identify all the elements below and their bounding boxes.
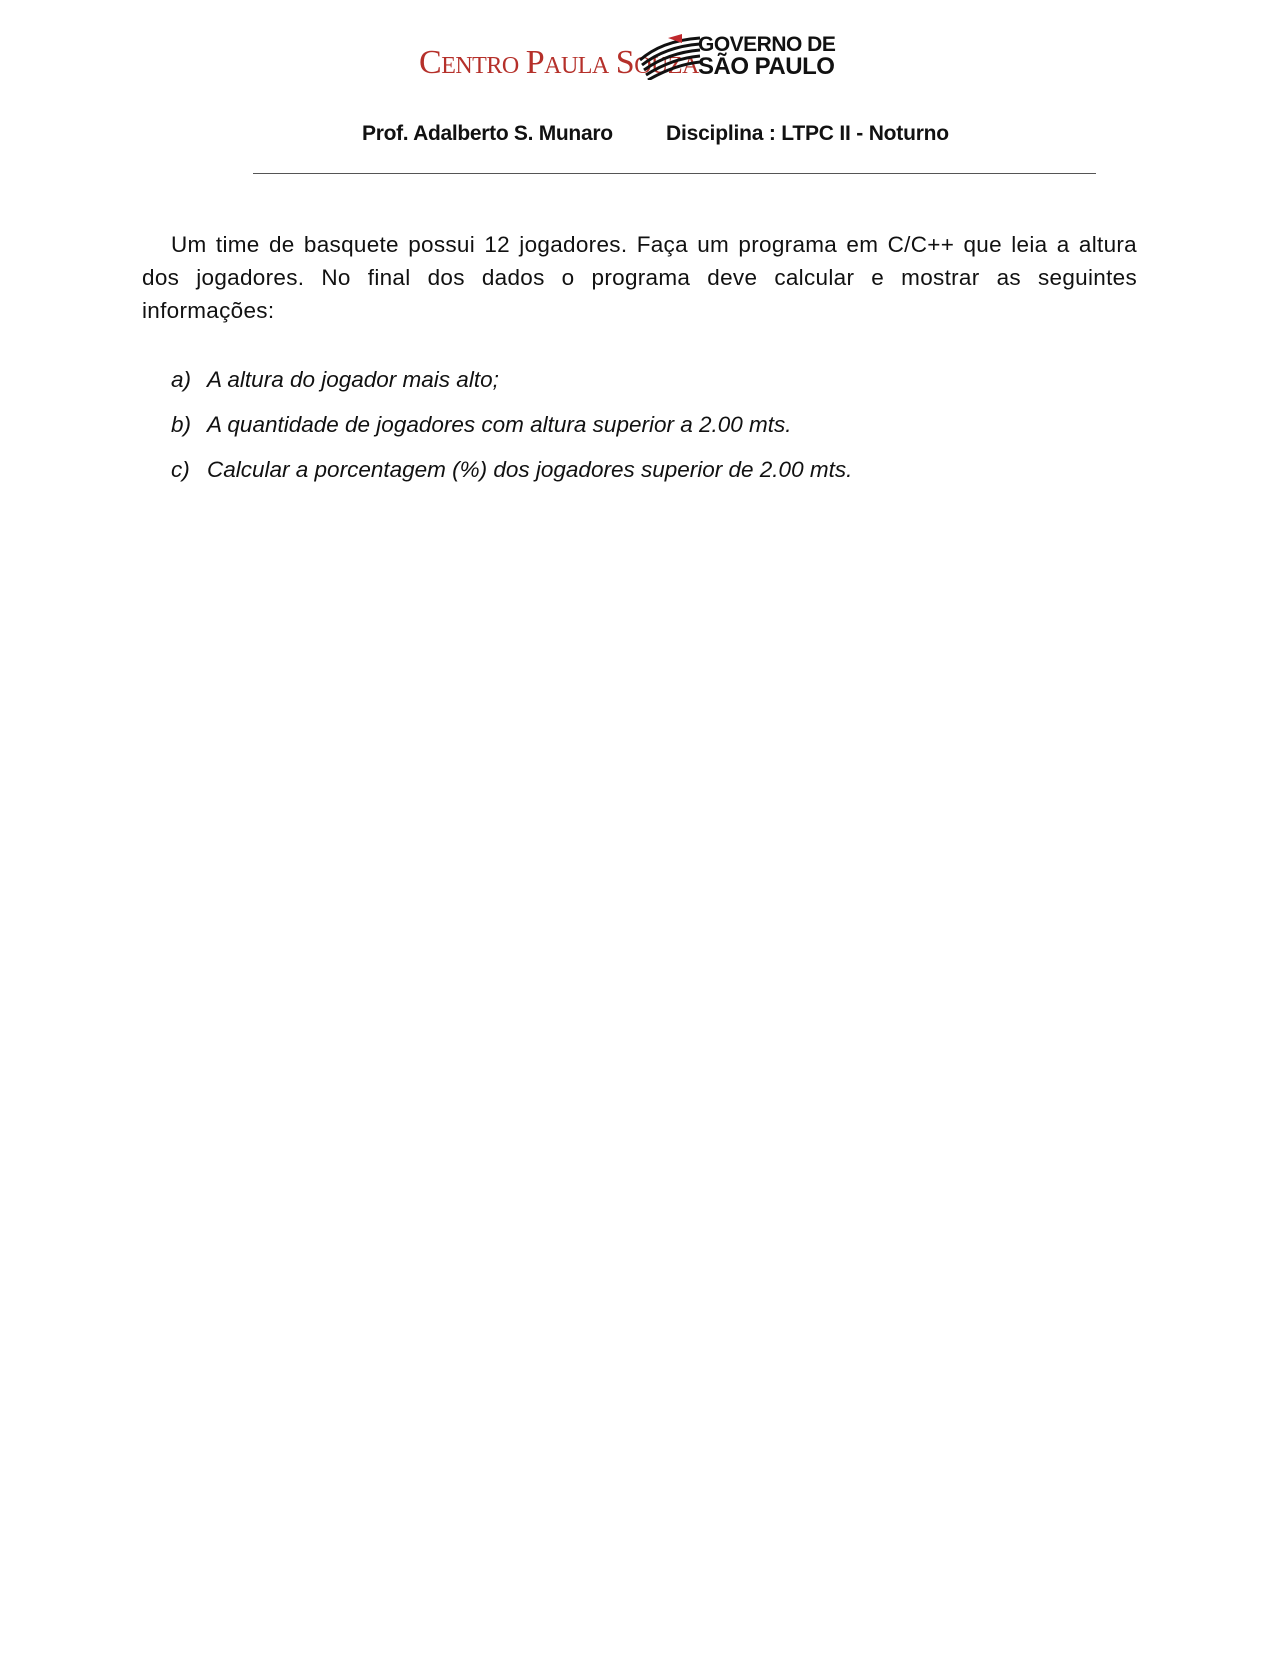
list-item (171, 405, 1111, 450)
list-item-letter: a) (171, 367, 192, 392)
exercise-statement: Um time de basquete possui 12 jogadores. Faça um programa em C/C++ que leia a altura dos jogadores. No final dos dados o programa deve calcular e mostrar as seguintes informações: (142, 232, 1137, 323)
list-item (171, 360, 1111, 405)
sao-paulo-stripes-icon (638, 34, 702, 80)
list-item-text: A quantidade de jogadores com altura superior a 2.00 mts. (207, 412, 792, 437)
document-header (0, 122, 1280, 152)
list-item-text: A altura do jogador mais alto; (207, 367, 499, 392)
list-item-letter: b) (171, 412, 192, 437)
governo-sao-paulo-logo (638, 34, 848, 82)
centro-paula-souza-logo: CENTRO PAULA SOUZA (419, 44, 699, 81)
discipline-label: Disciplina : LTPC II - Noturno (666, 122, 949, 145)
list-item (171, 450, 1111, 495)
gov-logo-text: GOVERNO DE SÃO PAULO (698, 33, 836, 80)
list-item-letter: c) (171, 457, 190, 482)
professor-name: Prof. Adalberto S. Munaro (362, 122, 613, 145)
list-item-text: Calcular a porcentagem (%) dos jogadores superior de 2.00 mts. (207, 457, 853, 482)
logo-bar (0, 32, 1280, 92)
requirements-list (171, 360, 1111, 495)
header-divider (253, 173, 1096, 174)
